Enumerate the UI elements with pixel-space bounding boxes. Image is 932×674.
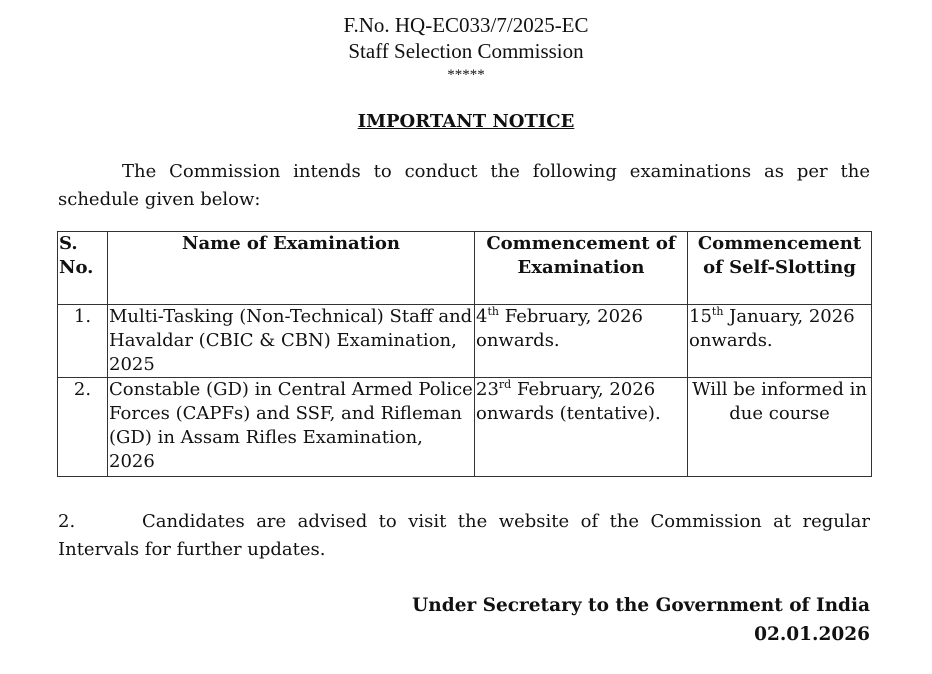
- advisory-text: Candidates are advised to visit the website of the Commission at regular Intervals for further updates.: [58, 511, 870, 560]
- row-sno: 2.: [58, 378, 108, 477]
- intro-text: The Commission intends to conduct the following examinations as per the schedule given below:: [58, 161, 870, 210]
- row-sno: 1.: [58, 305, 108, 378]
- header-slot-commencement: Commencement of Self-Slotting: [688, 232, 872, 305]
- file-number: F.No. HQ-EC033/7/2025-EC: [343, 13, 589, 37]
- paragraph-number: 2.: [58, 511, 76, 532]
- notice-date: 02.01.2026: [754, 624, 870, 645]
- table-header-row: [58, 232, 872, 305]
- table-row: [58, 378, 872, 477]
- signatory-designation: Under Secretary to the Government of India: [412, 595, 870, 616]
- row-exam-name: Multi-Tasking (Non-Technical) Staff and Havaldar (CBIC & CBN) Examination, 2025: [108, 305, 475, 378]
- separator-stars: *****: [447, 67, 485, 83]
- header-exam-name: Name of Examination: [108, 232, 475, 305]
- header-exam-commencement: Commencement of Examination: [475, 232, 688, 305]
- row-exam-date: 23rd February, 2026 onwards (tentative).: [475, 378, 688, 477]
- row-exam-name: Constable (GD) in Central Armed Police Forces (CAPFs) and SSF, and Rifleman (GD) in Assam Rifles Examination, 2026: [108, 378, 475, 477]
- row-slot-date: 15th January, 2026 onwards.: [688, 305, 872, 378]
- table-row: [58, 305, 872, 378]
- advisory-paragraph: [58, 508, 870, 564]
- header-sno: S. No.: [58, 232, 108, 305]
- row-slot-date: Will be informed in due course: [688, 378, 872, 477]
- notice-title: IMPORTANT NOTICE: [357, 111, 575, 132]
- intro-paragraph: [58, 158, 870, 214]
- row-exam-date: 4th February, 2026 onwards.: [475, 305, 688, 378]
- exam-schedule-table: [57, 231, 872, 477]
- organization-name: Staff Selection Commission: [348, 39, 584, 63]
